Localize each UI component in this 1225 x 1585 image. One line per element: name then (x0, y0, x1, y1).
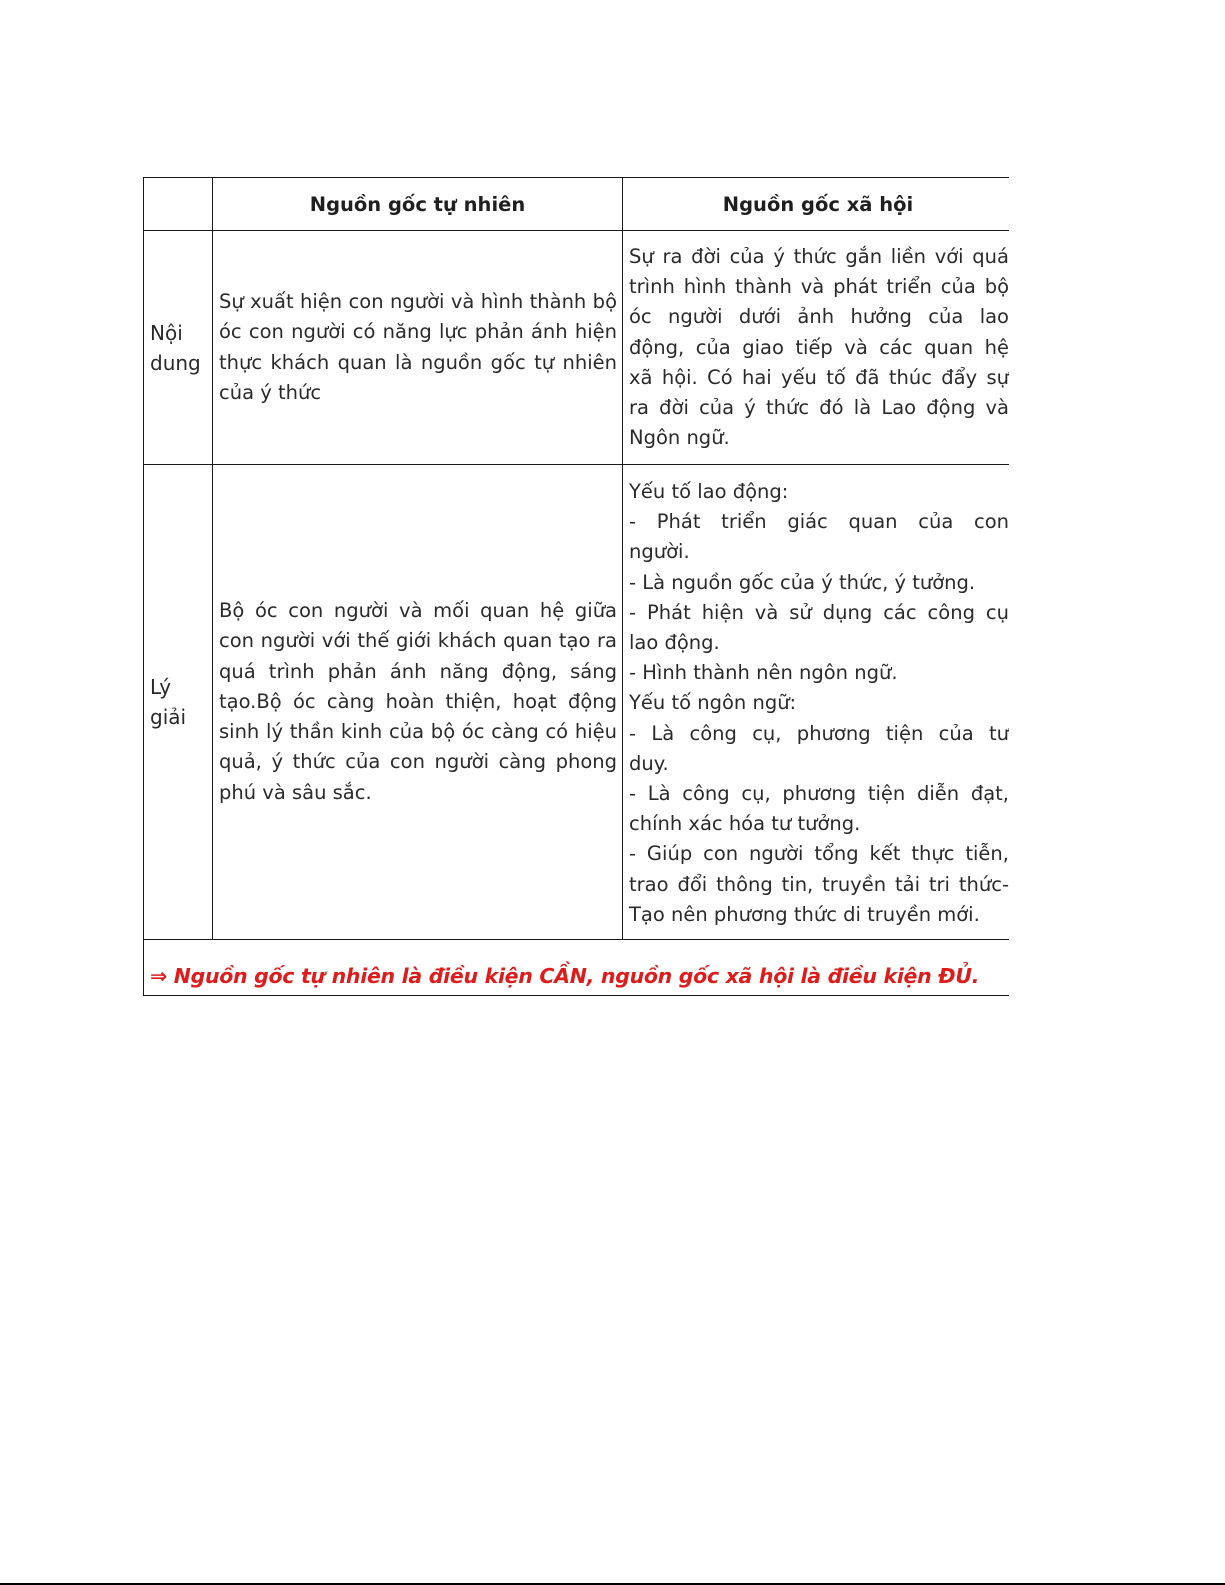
content-social-line: động, của giao tiếp và các quan hệ (629, 335, 1009, 359)
row-label-explanation: Lý giải (144, 465, 213, 940)
conclusion-text: ⇒ Nguồn gốc tự nhiên là điều kiện CẦN, nguồn gốc xã hội là điều kiện ĐỦ. (150, 963, 980, 988)
content-social-line: Ngôn ngữ. (629, 426, 730, 450)
explanation-social-line: - Là nguồn gốc của ý thức, ý tưởng. (629, 570, 976, 594)
explanation-social-line: - Giúp con người tổng kết thực tiễn, (629, 842, 1009, 866)
header-natural-origin: Nguồn gốc tự nhiên (213, 178, 623, 231)
explanation-natural-cell: Bộ óc con người và mối quan hệ giữa con người với thế giới khách quan tạo ra quá trình phản ánh năng động, sáng tạo.Bộ óc càng hoàn thiện, hoạt động sinh lý thần kinh của bộ óc càng có hiệu quả, ý thức của con người càng phong phú và sâu sắc. (213, 465, 623, 940)
explanation-social-line: - Phát hiện và sử dụng các công cụ (629, 600, 1009, 624)
comparison-table (143, 177, 1009, 996)
explanation-social-line: - Là công cụ, phương tiện của tư (629, 721, 1009, 745)
explanation-social-line: người. (629, 540, 690, 564)
conclusion-cell (144, 940, 1010, 996)
explanation-social-line: Tạo nên phương thức di truyền mới. (629, 902, 980, 926)
row-label-content: Nội dung (144, 231, 213, 465)
header-social-origin: Nguồn gốc xã hội (623, 178, 1010, 231)
table-row-explanation (144, 465, 1010, 940)
content-social-cell (623, 231, 1010, 465)
header-empty-cell (144, 178, 213, 231)
conclusion-row (144, 940, 1010, 996)
explanation-social-line: - Phát triển giác quan của con (629, 510, 1009, 534)
content-natural-cell: Sự xuất hiện con người và hình thành bộ óc con người có năng lực phản ánh hiện thực khách quan là nguồn gốc tự nhiên của ý thức (213, 231, 623, 465)
explanation-social-line: trao đổi thông tin, truyền tải tri thức- (629, 872, 1009, 896)
explanation-social-cell (623, 465, 1010, 940)
explanation-social-line: - Hình thành nên ngôn ngữ. (629, 661, 898, 685)
table-row-content (144, 231, 1010, 465)
comparison-table-container (143, 177, 1009, 997)
explanation-social-line: - Là công cụ, phương tiện diễn đạt, (629, 782, 1009, 806)
content-social-line: ra đời của ý thức đó là Lao động và (629, 396, 1009, 420)
explanation-social-line: Yếu tố ngôn ngữ: (629, 691, 797, 715)
explanation-social-line: Yếu tố lao động: (629, 480, 789, 503)
content-social-line: xã hội. Có hai yếu tố đã thúc đẩy sự (629, 365, 1009, 389)
content-social-line: Sự ra đời của ý thức gắn liền với quá (629, 245, 1009, 268)
content-social-line: óc người dưới ảnh hưởng của lao (629, 305, 1009, 329)
explanation-social-line: lao động. (629, 631, 720, 655)
explanation-social-line: chính xác hóa tư tưởng. (629, 812, 861, 836)
content-social-line: trình hình thành và phát triển của bộ (629, 275, 1009, 299)
explanation-social-line: duy. (629, 751, 669, 775)
header-row (144, 178, 1010, 231)
